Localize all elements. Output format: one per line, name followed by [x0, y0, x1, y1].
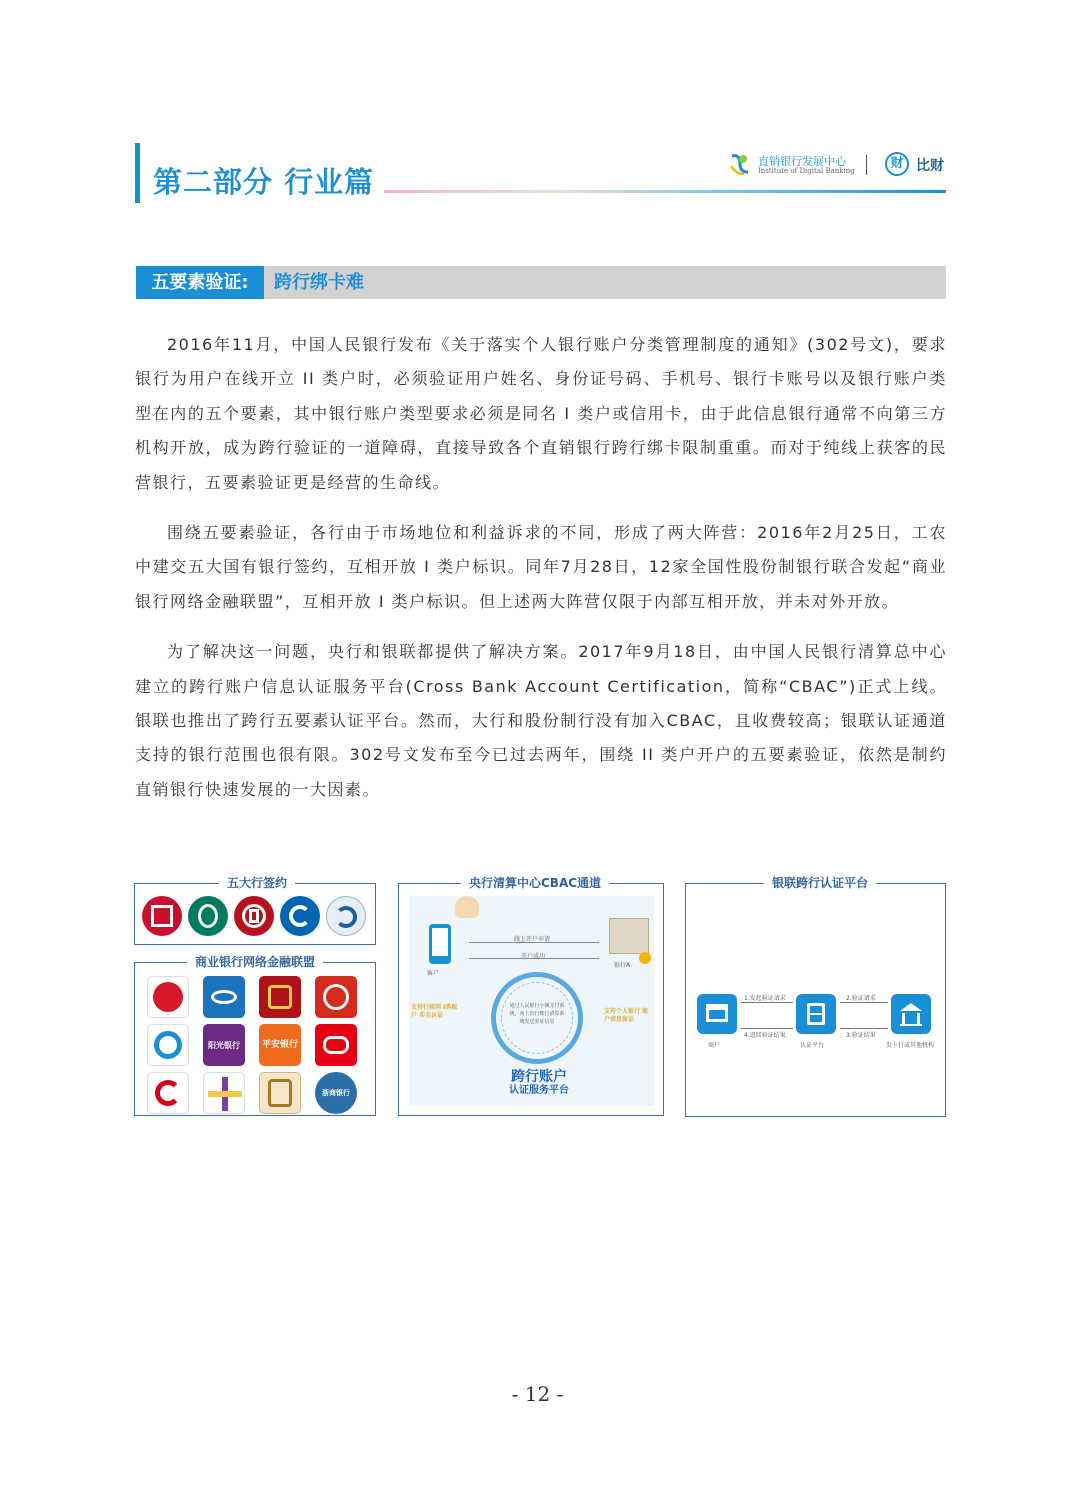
union-node2-label: 认证平台 — [800, 1042, 825, 1049]
union-step3: 3.验证结果 — [846, 1032, 876, 1039]
arrow-step3 — [840, 1028, 888, 1029]
union-step1: 1.发起验证请求 — [744, 995, 786, 1002]
page-title: 第二部分 行业篇 — [153, 165, 375, 199]
issuer-bank-icon — [891, 994, 931, 1034]
minsheng-logo-icon — [147, 1024, 189, 1066]
figure-big5-panel — [134, 876, 376, 945]
cbac-big-line1: 跨行账户 — [511, 1069, 567, 1085]
paragraph-2: 围绕五要素验证，各行由于市场地位和利益诉求的不同，形成了两大阵营：2016年2月25日，工农中建交五大国有银行签约，互相开放 I 类户标识。同年7月28日，12家全国性股份制银行联合发起“商业银行网络金融联盟”，互相开放 I 类户标识。但上述两大阵营仅限于内部互相开放，并未对外开放。 — [135, 523, 947, 611]
cbac-left-note: 支持行间同 I类账户 实名认证 — [411, 1004, 458, 1019]
person-icon — [455, 896, 479, 918]
logo-idb-cn: 直销银行发展中心 — [758, 155, 846, 168]
logo-separator — [866, 155, 867, 175]
paragraph-3: 为了解决这一问题，央行和银联都提供了解决方案。2017年9月18日，由中国人民银行清算总中心建立的跨行账户信息认证服务平台(Cross Bank Account Certification，简称“CBAC”)正式上线。银联也推出了跨行五要素认证平台。然而，大行和股份制行没有加入CBAC，且收费较高；银联认证通道支持的银行范围也很有限。302号文发布至今已过去两年，围绕 II 类户开户的五要素验证，依然是制约直销银行快速发展的一大因素。 — [135, 642, 947, 799]
logo-idb — [728, 150, 855, 180]
pingan-logo-icon: 平安银行 — [259, 1024, 301, 1066]
logo-idb-en: Institute of Digital Banking — [758, 167, 855, 175]
icbc-logo-icon — [142, 896, 182, 936]
arrow-step1 — [741, 1002, 793, 1003]
citic-logo-icon — [315, 976, 357, 1018]
cbac-bank-label: 银行A — [614, 962, 631, 969]
section-header — [136, 266, 946, 299]
cmb-logo-icon — [147, 976, 189, 1018]
cbac-diagram — [409, 896, 654, 1106]
union-step4: 4.返回验证结果 — [744, 1032, 786, 1039]
section-subtitle: 跨行绑卡难 — [274, 272, 364, 293]
cgb-logo-icon — [203, 976, 245, 1018]
cbac-right-note: 支持个人银行 账户信息验证 — [604, 1008, 649, 1023]
union-step2: 2.验证请求 — [846, 995, 876, 1002]
cbac-platform-name — [489, 1070, 589, 1098]
header-accent-bar — [135, 143, 140, 203]
union-node3-label: 发卡行或其他机构 — [886, 1042, 935, 1049]
cebb-logo-icon: 阳光银行 — [203, 1024, 245, 1066]
cbac-user-label: 客户 — [427, 970, 440, 977]
figure-big5-title: 五大行签约 — [219, 874, 295, 891]
huaxia-logo-icon — [147, 1072, 189, 1114]
bank-building-icon — [609, 918, 649, 954]
abc-logo-icon — [188, 896, 228, 936]
logo-bicai — [885, 150, 950, 180]
arrow-step4 — [741, 1028, 793, 1029]
union-node1-label: 商户 — [708, 1042, 721, 1049]
figure-alliance-title: 商业银行网络金融联盟 — [187, 953, 323, 970]
phone-icon — [429, 924, 451, 964]
figure-union-title: 银联跨行认证平台 — [764, 874, 876, 891]
section-label: 五要素验证: — [136, 266, 264, 299]
ccb-logo-icon — [280, 896, 320, 936]
header-gradient-line — [384, 190, 946, 193]
cbac-success-label: 开户成功 — [521, 953, 546, 960]
cib-logo-icon — [203, 1072, 245, 1114]
auth-platform-server-icon — [796, 994, 836, 1034]
idb-logo-icon — [728, 152, 752, 176]
figure-cbac-title: 央行清算中心CBAC通道 — [461, 874, 609, 891]
logo-bicai-text: 比财 — [916, 158, 944, 174]
bicai-logo-icon: 财 — [885, 152, 909, 176]
arrow-step2 — [840, 1002, 888, 1003]
ceb-logo-icon — [315, 1024, 357, 1066]
cbac-apply-label: 线上开户申请 — [514, 936, 551, 943]
page-number: - 12 - — [511, 1382, 564, 1406]
boc-logo-icon — [234, 896, 274, 936]
hengfeng-logo-icon — [259, 1072, 301, 1114]
coin-icon — [639, 952, 651, 964]
spdb-logo-icon — [259, 976, 301, 1018]
merchant-store-icon — [697, 994, 737, 1034]
figure-cbac-panel — [398, 876, 664, 1116]
figure-alliance-panel — [134, 955, 376, 1116]
bocom-logo-icon — [326, 896, 366, 936]
figure-union-panel — [685, 876, 946, 1117]
body-text — [135, 328, 947, 823]
paragraph-1: 2016年11月，中国人民银行发布《关于落实个人银行账户分类管理制度的通知》(302号文)，要求银行为用户在线开立 II 类户时，必须验证用户姓名、身份证号码、手机号、银行卡账号以及银行账户类型在内的五个要素，其中银行账户类型要求必须是同名 I 类户或信用卡，由于此信息银行通常不向第三方机构开放，成为跨行验证的一道障碍，直接导致各个直销银行跨行绑卡限制重重。而对于纯线上获客的民营银行，五要素验证更是经营的生命线。 — [135, 335, 947, 492]
czb-logo-icon: 浙商银行 — [315, 1072, 357, 1114]
cbac-big-line2: 认证服务平台 — [509, 1085, 569, 1096]
cbac-center-note: 通过人民银行小额支付系统，向上出行账行清算系统发送验证信息 — [509, 1003, 565, 1025]
